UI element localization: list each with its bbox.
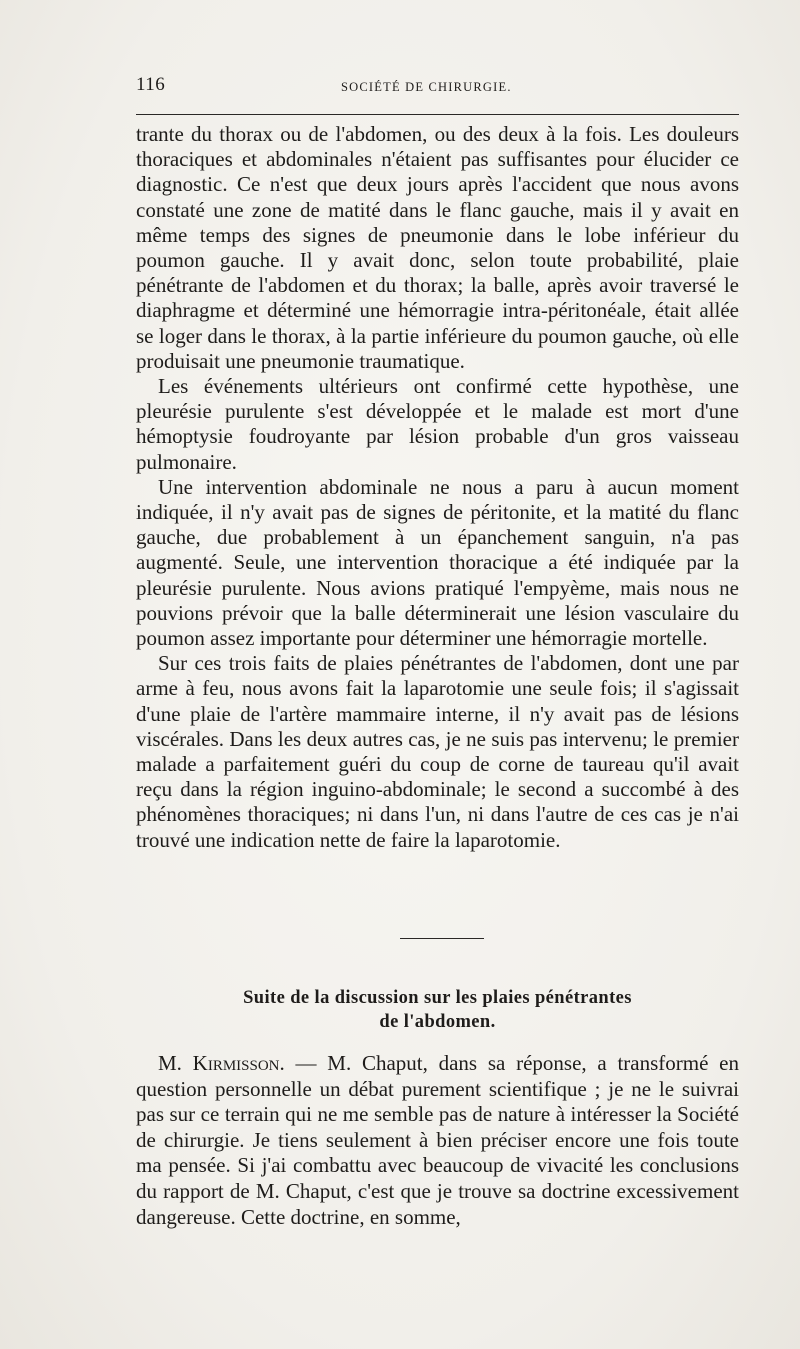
- section-title-line-2: de l'abdomen.: [379, 1012, 496, 1032]
- section-divider: [400, 938, 484, 939]
- speaker-paragraph: [136, 1051, 739, 1230]
- header-rule: [136, 114, 739, 115]
- paragraph: Les événements ultérieurs ont confirmé cette hypothèse, une pleurésie purulente s'est développée et le malade est mort d'une hémoptysie foudroyante par lésion probable d'un gros vaisseau pulmonaire.: [136, 374, 739, 474]
- page-number: 116: [136, 74, 166, 95]
- paragraph-continued: trante du thorax ou de l'abdomen, ou des deux à la fois. Les douleurs thoraciques et abdominales n'étaient pas suffisantes pour élucider ce diagnostic. Ce n'est que deux jours après l'accident que nous avons constaté une zone de matité dans le flanc gauche, mais il y avait en même temps des signes de pneumonie dans le lobe inférieur du poumon gauche. Il y avait donc, selon toute probabilité, plaie pénétrante de l'abdomen et du thorax; la balle, après avoir traversé le diaphragme et déterminé une hémorragie intra-péritonéale, était allée se loger dans le thorax, à la partie inférieure du poumon gauche, où elle produisait une pneumonie traumatique.: [136, 122, 739, 373]
- speaker-text: — M. Chaput, dans sa réponse, a transformé en question personnelle un débat purement scientifique ; je ne le suivrai pas sur ce terrain qui ne me semble pas de nature à intéresser la Société de chirurgie. Je tiens seulement à bien préciser encore une fois toute ma pensée. Si j'ai combattu avec beaucoup de vivacité les conclusions du rapport de M. Chaput, c'est que je trouve sa doctrine excessivement dangereuse. Cette doctrine, en somme,: [136, 1051, 739, 1229]
- running-head: SOCIÉTÉ DE CHIRURGIE.: [341, 80, 512, 94]
- speaker-name: M. Kirmisson.: [158, 1051, 285, 1075]
- paragraph: Une intervention abdominale ne nous a paru à aucun moment indiquée, il n'y avait pas de signes de péritonite, et la matité du flanc gauche, due probablement à un épanchement sanguin, n'a pas augmenté. Seule, une intervention thoracique a été indiquée par la pleurésie purulente. Nous avions pratiqué l'empyème, mais nous ne pouvions prévoir que la balle déterminerait une lésion vasculaire du poumon assez importante pour déterminer une hémorragie mortelle.: [136, 474, 739, 651]
- section-title: [170, 986, 705, 1034]
- body-text: [136, 122, 739, 853]
- page-header: [136, 74, 738, 104]
- section-text: [136, 1051, 739, 1230]
- paragraph: Sur ces trois faits de plaies pénétrantes de l'abdomen, dont une par arme à feu, nous avons fait la laparotomie une seule fois; il s'agissait d'une plaie de l'artère mammaire interne, il n'y avait pas de lésions viscérales. Dans les deux autres cas, je ne suis pas intervenu; le premier malade a parfaitement guéri du coup de corne de taureau qu'il avait reçu dans la région inguino-abdominale; le second a succombé à des phénomènes thoraciques; ni dans l'un, ni dans l'autre de ces cas je n'ai trouvé une indication nette de faire la laparotomie.: [136, 651, 739, 852]
- section-title-line-1: Suite de la discussion sur les plaies pénétrantes: [243, 988, 632, 1008]
